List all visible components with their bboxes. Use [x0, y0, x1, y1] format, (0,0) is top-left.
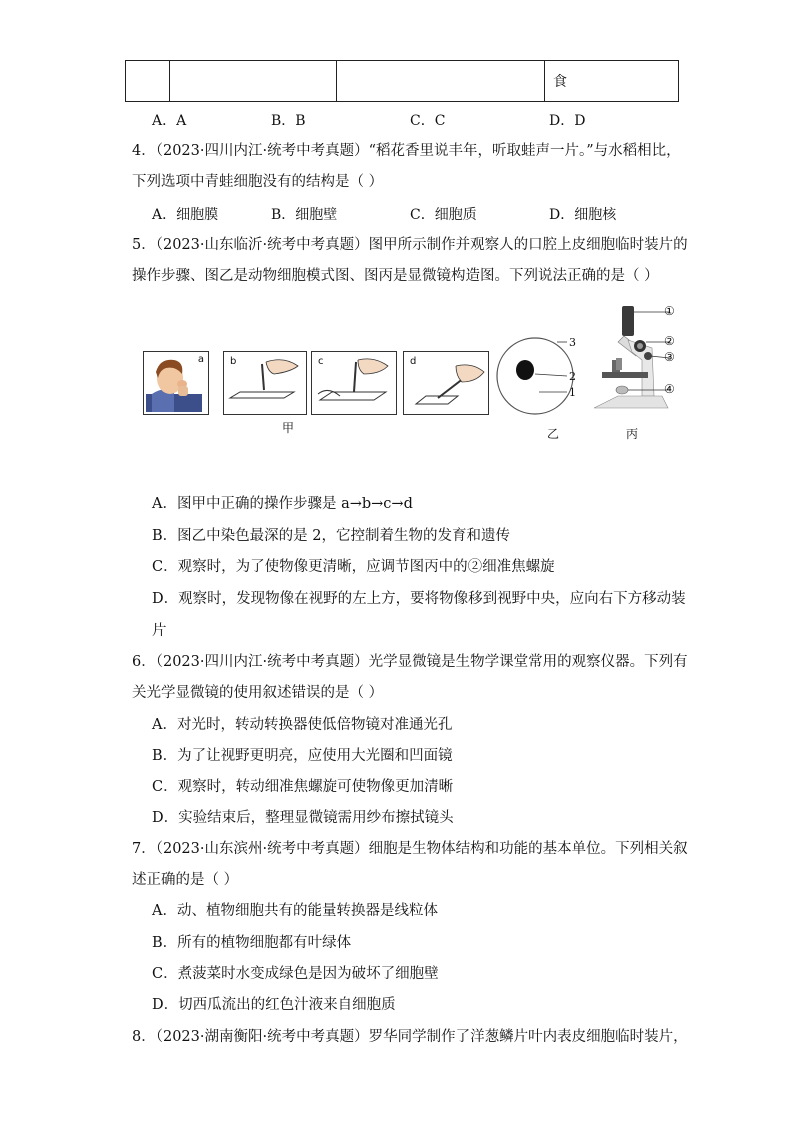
panel-letter: c: [318, 356, 324, 367]
panel-letter: a: [197, 354, 204, 365]
figure-jia-panel-a: [143, 351, 209, 415]
figure-jia-panel-c: [311, 351, 397, 415]
answer-table-fragment: [125, 60, 679, 102]
microscope-label-3: ③: [664, 350, 675, 364]
q5-option-b: B．图乙中染色最深的是 2，它控制着生物的发育和遗传: [152, 528, 510, 544]
figure-bing-caption: 丙: [626, 427, 639, 441]
cell-label-3: 3: [569, 336, 576, 349]
person-rinsing-mouth-image: [144, 352, 208, 414]
cell-label-1: 1: [569, 386, 576, 399]
q6-stem-line1: 6．（2023·四川内江·统考中考真题）光学显微镜是生物学课堂常用的观察仪器。下列有: [132, 654, 688, 670]
figure-jia-panel-d: [403, 351, 489, 415]
q3-option-c: C．C: [410, 113, 446, 129]
q4-option-a: A．细胞膜: [152, 207, 219, 223]
q5-option-a: A．图甲中正确的操作步骤是 a→b→c→d: [152, 496, 413, 512]
q4-stem-line2: 下列选项中青蛙细胞没有的结构是（ ）: [132, 174, 384, 190]
q7-option-c: C．煮菠菜时水变成绿色是因为破坏了细胞壁: [152, 966, 439, 982]
q7-stem-line2: 述正确的是（ ）: [132, 872, 239, 888]
q3-option-d: D．D: [549, 113, 586, 129]
q8-stem-line1: 8．（2023·湖南衡阳·统考中考真题）罗华同学制作了洋葱鳞片叶内表皮细胞临时装片，: [132, 1029, 688, 1045]
q7-option-a: A．动、植物细胞共有的能量转换器是线粒体: [152, 903, 438, 919]
q6-stem-line2: 关光学显微镜的使用叙述错误的是（ ）: [132, 685, 384, 701]
q6-option-d: D．实验结束后，整理显微镜需用纱布擦拭镜头: [152, 810, 454, 826]
q4-option-b: B．细胞壁: [271, 207, 338, 223]
table-cell: 食: [545, 61, 679, 102]
figure-yi-caption: 乙: [547, 427, 560, 441]
dropper-on-slide-image: [224, 352, 306, 414]
microscope-label-4: ④: [664, 382, 675, 396]
table-row: [126, 61, 679, 102]
q4-option-d: D．细胞核: [549, 207, 617, 223]
q6-option-c: C．观察时，转动细准焦螺旋可使物像更加清晰: [152, 779, 454, 795]
q5-option-d-continued: 片: [152, 623, 167, 639]
cell-nucleus-shape: [516, 360, 534, 380]
q3-option-a: A．A: [152, 113, 187, 129]
q5-option-d: D．观察时，发现物像在视野的左上方，要将物像移到视野中央，应向右下方移动装: [152, 591, 686, 607]
q4-stem-line1: 4．（2023·四川内江·统考中考真题）“稻花香里说丰年，听取蛙声一片。”与水稻相比，: [132, 143, 681, 159]
figure-jia-panel-b: [223, 351, 307, 415]
microscope-label-2: ②: [664, 334, 675, 348]
panel-letter: d: [410, 356, 417, 367]
q4-option-c: C．细胞质: [410, 207, 477, 223]
table-cell: [337, 61, 545, 102]
q3-option-b: B．B: [271, 113, 306, 129]
forceps-on-slide-image: [312, 352, 396, 414]
q5-stem-line2: 操作步骤、图乙是动物细胞模式图、图丙是显微镜构造图。下列说法正确的是（ ）: [132, 268, 659, 284]
table-cell: [170, 61, 337, 102]
figure-jia-caption: 甲: [282, 421, 295, 435]
q7-option-b: B．所有的植物细胞都有叶绿体: [152, 935, 352, 951]
coverslip-placement-image: [404, 352, 488, 414]
q7-stem-line1: 7．（2023·山东滨州·统考中考真题）细胞是生物体结构和功能的基本单位。下列相关叙: [132, 841, 688, 857]
panel-letter: b: [230, 356, 237, 367]
q7-option-d: D．切西瓜流出的红色汁液来自细胞质: [152, 997, 396, 1013]
q5-option-c: C．观察时，为了使物像更清晰，应调节图丙中的②细准焦螺旋: [152, 559, 555, 575]
cell-label-2: 2: [569, 370, 576, 383]
q5-stem-line1: 5．（2023·山东临沂·统考中考真题）图甲所示制作并观察人的口腔上皮细胞临时装片的: [132, 237, 688, 253]
microscope-label-1: ①: [664, 304, 675, 318]
q6-option-a: A．对光时，转动转换器使低倍物镜对准通光孔: [152, 717, 453, 733]
q6-option-b: B．为了让视野更明亮，应使用大光圈和凹面镜: [152, 748, 453, 764]
table-cell: [126, 61, 170, 102]
